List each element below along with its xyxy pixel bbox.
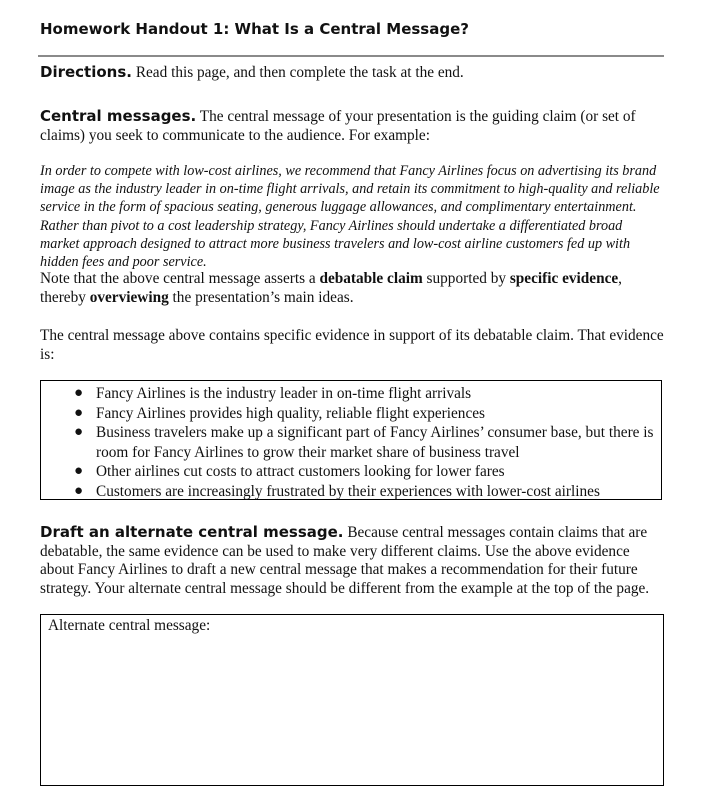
directions-paragraph [40, 63, 665, 83]
draft-text: Because central messages contain claims that are debatable, the same evidence can be used to make very different claims. Use the above evidence about Fancy Airlines to draft a new central message that makes a recommendation for their future strategy. Your alternate central message should be different from the example at the top of the page. [40, 524, 650, 597]
bullet-icon: ● [74, 463, 84, 480]
central-messages-label: Central messages. [40, 107, 197, 125]
directions-label: Directions. [40, 63, 132, 81]
evidence-item [74, 462, 655, 482]
evidence-item [74, 423, 655, 462]
evidence-item-text: Business travelers make up a significant part of Fancy Airlines’ consumer base, but there is room for Fancy Airlines to grow their market share of business travel [96, 424, 654, 461]
central-messages-paragraph [40, 107, 665, 145]
evidence-item [74, 482, 655, 502]
bullet-icon: ● [74, 424, 84, 441]
example-central-message: In order to compete with low-cost airlines, we recommend that Fancy Airlines focus on advertising its brand image as the industry leader in on-time flight arrivals, and retain its commitment to high-quality and reliable service in the form of spacious seating, generous luggage allowances, and complimentary entertainment. Rather than pivot to a cost leadership strategy, Fancy Airlines should undertake a differentiated broad market approach designed to attract more business travelers and low-cost airline customers fed up with hidden fees and poor service. [40, 163, 660, 271]
draft-paragraph [40, 523, 665, 598]
note-text-1: Note that the above central message asserts a [40, 270, 320, 287]
note-bold-specific-evidence: specific evidence [509, 270, 619, 287]
alternate-message-answer-box[interactable] [40, 614, 664, 786]
title-divider [38, 55, 664, 57]
evidence-intro: The central message above contains specific evidence in support of its debatable claim. That evidence is: [40, 327, 664, 363]
note-bold-debatable-claim: debatable claim [319, 270, 423, 287]
evidence-item [74, 384, 655, 404]
evidence-item-text: Fancy Airlines is the industry leader in on-time flight arrivals [96, 385, 472, 402]
bullet-icon: ● [74, 404, 84, 421]
draft-label: Draft an alternate central message. [40, 523, 344, 541]
bullet-icon: ● [74, 385, 84, 401]
note-text-4: the presentation’s main ideas. [168, 288, 354, 306]
evidence-item-text: Customers are increasingly frustrated by their experiences with lower-cost airlines [96, 482, 600, 500]
bullet-icon: ● [74, 482, 84, 499]
note-text-2: supported by [422, 270, 510, 287]
note-text-3: , thereby [40, 270, 622, 306]
directions-text: Read this page, and then complete the task at the end. [135, 64, 464, 81]
note-bold-overviewing: overviewing [89, 288, 169, 306]
evidence-list [41, 381, 661, 502]
answer-label: Alternate central message: [48, 617, 211, 634]
evidence-box [40, 380, 662, 500]
evidence-item-text: Other airlines cut costs to attract customers looking for lower fares [96, 463, 505, 481]
page-title: Homework Handout 1: What Is a Central Message? [40, 20, 469, 38]
evidence-item-text: Fancy Airlines provides high quality, reliable flight experiences [96, 404, 485, 422]
evidence-item [74, 404, 655, 424]
central-messages-text: The central message of your presentation is the guiding claim (or set of claims) you seek to communicate to the audience. For example: [40, 108, 636, 144]
note-paragraph [40, 270, 665, 307]
